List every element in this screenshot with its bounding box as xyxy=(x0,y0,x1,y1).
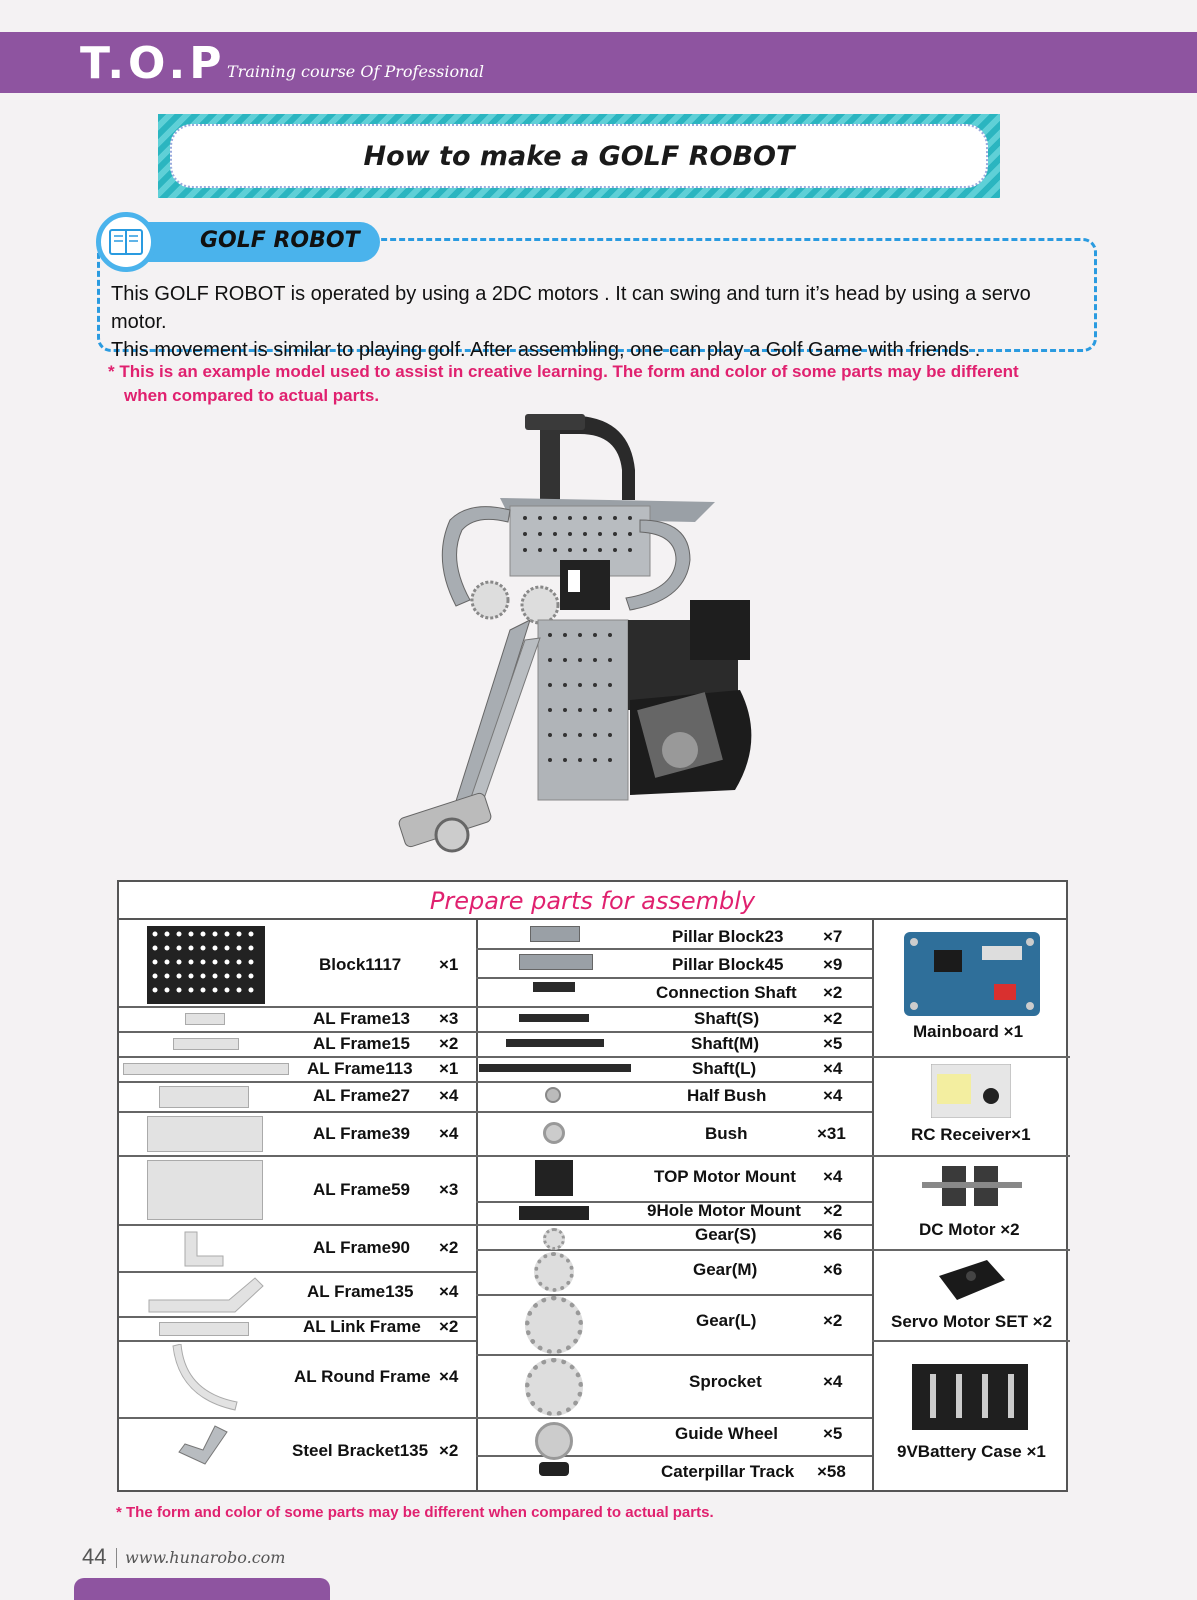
al-frame90-icon xyxy=(183,1230,225,1268)
steel-bracket135-icon xyxy=(175,1422,235,1472)
gear-m-icon xyxy=(534,1252,574,1292)
part-qty-shaft-s: ×2 xyxy=(823,1009,843,1028)
part-name-al-round-frame: AL Round Frame xyxy=(294,1367,431,1386)
part-name-gear-m: Gear(M) xyxy=(693,1260,758,1279)
caterpillar-track-icon xyxy=(539,1462,569,1476)
title-banner xyxy=(158,114,1000,198)
part-qty-gear-m: ×6 xyxy=(823,1260,843,1279)
rc-receiver-icon xyxy=(931,1064,1011,1118)
part-name-pillar-block45: Pillar Block45 xyxy=(672,955,784,974)
guide-wheel-icon xyxy=(535,1422,573,1460)
part-name-al-frame113: AL Frame113 xyxy=(307,1059,413,1078)
part-name-steel-bracket135: Steel Bracket135 xyxy=(292,1441,429,1460)
part-qty-al-round-frame: ×4 xyxy=(439,1367,459,1386)
part-name-bush: Bush xyxy=(705,1124,748,1143)
part-qty-shaft-m: ×5 xyxy=(823,1034,843,1053)
book-icon xyxy=(96,212,156,272)
part-name-sprocket: Sprocket xyxy=(689,1372,762,1391)
part-qty-al-frame13: ×3 xyxy=(439,1009,459,1028)
golf-robot-illustration xyxy=(390,410,770,880)
column-divider xyxy=(872,920,874,1490)
part-qty-connection-shaft: ×2 xyxy=(823,983,843,1002)
part-name-gear-s: Gear(S) xyxy=(695,1225,757,1244)
bush-icon xyxy=(543,1122,565,1144)
note-line-2: when compared to actual parts. xyxy=(124,386,380,405)
part-name-9hole-motor-mount: 9Hole Motor Mount xyxy=(647,1201,801,1220)
part-qty-al-frame27: ×4 xyxy=(439,1086,459,1105)
part-qty-guide-wheel: ×5 xyxy=(823,1424,843,1443)
part-qty-al-frame90: ×2 xyxy=(439,1238,459,1257)
9hole-motor-mount-icon xyxy=(519,1206,589,1220)
part-name-al-frame15: AL Frame15 xyxy=(313,1034,411,1053)
gear-l-icon xyxy=(525,1296,583,1354)
page-title: How to make a GOLF ROBOT xyxy=(363,140,795,172)
part-qty-al-frame135: ×4 xyxy=(439,1282,459,1301)
shaft-s-icon xyxy=(519,1014,589,1022)
parts-table xyxy=(117,880,1068,1492)
al-frame13-icon xyxy=(185,1013,225,1025)
shaft-l-icon xyxy=(479,1064,631,1072)
part-name-caterpillar-track: Caterpillar Track xyxy=(661,1462,795,1481)
part-name-dc-motor: DC Motor ×2 xyxy=(919,1220,1020,1239)
part-qty-top-motor-mount: ×4 xyxy=(823,1167,843,1186)
part-name-al-frame39: AL Frame39 xyxy=(313,1124,411,1143)
part-name-shaft-l: Shaft(L) xyxy=(692,1059,757,1078)
part-qty-block1117: ×1 xyxy=(439,955,459,974)
part-name-mainboard: Mainboard ×1 xyxy=(913,1022,1024,1041)
al-frame27-icon xyxy=(159,1086,249,1108)
part-qty-al-frame113: ×1 xyxy=(439,1059,459,1078)
part-name-al-frame90: AL Frame90 xyxy=(313,1238,411,1257)
section-title: GOLF ROBOT xyxy=(200,228,360,253)
part-name-al-frame27: AL Frame27 xyxy=(313,1086,411,1105)
al-frame59-icon xyxy=(147,1160,263,1220)
part-name-guide-wheel: Guide Wheel xyxy=(675,1424,778,1443)
connection-shaft-icon xyxy=(533,982,575,992)
mainboard-icon xyxy=(904,932,1040,1016)
part-qty-pillar-block45: ×9 xyxy=(823,955,843,974)
description-line-1: This GOLF ROBOT is operated by using a 2DC motors . It can swing and turn it’s head by using a servo motor. xyxy=(111,283,1031,333)
top-logo: T.O.P xyxy=(80,38,226,89)
al-frame135-icon xyxy=(147,1276,265,1314)
part-qty-9hole-motor-mount: ×2 xyxy=(823,1201,843,1220)
part-name-al-frame135: AL Frame135 xyxy=(307,1282,414,1301)
part-name-gear-l: Gear(L) xyxy=(696,1311,757,1330)
page-number: 44 xyxy=(82,1544,107,1569)
sprocket-icon xyxy=(525,1358,583,1416)
part-qty-al-link-frame: ×2 xyxy=(439,1317,459,1336)
half-bush-icon xyxy=(545,1087,561,1103)
al-frame113-icon xyxy=(123,1063,289,1075)
parts-table-title: Prepare parts for assembly xyxy=(119,882,1066,920)
part-qty-shaft-l: ×4 xyxy=(823,1059,843,1078)
section-description xyxy=(111,280,1091,364)
part-qty-gear-s: ×6 xyxy=(823,1225,843,1244)
part-name-al-frame59: AL Frame59 xyxy=(313,1180,411,1199)
pillar-block23-icon xyxy=(530,926,580,942)
al-link-frame-icon xyxy=(159,1322,249,1336)
footer-bar xyxy=(74,1578,330,1600)
footer-separator xyxy=(116,1548,117,1568)
part-name-block1117: Block1117 xyxy=(319,955,402,974)
logo-subtitle: Training course Of Professional xyxy=(227,62,485,81)
part-qty-half-bush: ×4 xyxy=(823,1086,843,1105)
section-tab xyxy=(120,222,380,262)
servo-motor-icon xyxy=(937,1256,1007,1306)
bottom-note: * The form and color of some parts may be different when compared to actual parts. xyxy=(116,1504,714,1521)
part-qty-bush: ×31 xyxy=(817,1124,846,1143)
description-line-2: This movement is similar to playing golf. After assembling, one can play a Golf Game with friends . xyxy=(111,339,981,361)
top-motor-mount-icon xyxy=(535,1160,573,1196)
part-name-connection-shaft: Connection Shaft xyxy=(656,983,797,1002)
part-name-shaft-s: Shaft(S) xyxy=(694,1009,760,1028)
part-qty-gear-l: ×2 xyxy=(823,1311,843,1330)
al-frame15-icon xyxy=(173,1038,239,1050)
note-line-1: * This is an example model used to assist in creative learning. The form and color of some parts may be different xyxy=(108,362,1019,381)
title-frame xyxy=(170,124,988,188)
part-qty-al-frame15: ×2 xyxy=(439,1034,459,1053)
al-round-frame-icon xyxy=(171,1344,241,1414)
part-name-al-frame13: AL Frame13 xyxy=(313,1009,411,1028)
part-qty-sprocket: ×4 xyxy=(823,1372,843,1391)
shaft-m-icon xyxy=(506,1039,604,1047)
dc-motor-icon xyxy=(922,1164,1022,1208)
part-name-rc-receiver: RC Receiver×1 xyxy=(911,1125,1031,1144)
example-note xyxy=(108,360,1068,408)
part-qty-al-frame39: ×4 xyxy=(439,1124,459,1143)
block1117-icon xyxy=(147,926,265,1004)
part-name-pillar-block23: Pillar Block23 xyxy=(672,927,784,946)
part-name-top-motor-mount: TOP Motor Mount xyxy=(654,1167,796,1186)
part-name-shaft-m: Shaft(M) xyxy=(691,1034,759,1053)
pillar-block45-icon xyxy=(519,954,593,970)
battery-case-icon xyxy=(912,1360,1028,1432)
header-bar xyxy=(0,32,1197,93)
part-qty-al-frame59: ×3 xyxy=(439,1180,459,1199)
part-name-al-link-frame: AL Link Frame xyxy=(303,1317,421,1336)
part-qty-pillar-block23: ×7 xyxy=(823,927,843,946)
part-qty-caterpillar-track: ×58 xyxy=(817,1462,846,1481)
part-name-servo-motor-set: Servo Motor SET ×2 xyxy=(891,1312,1053,1331)
footer-url[interactable]: www.hunarobo.com xyxy=(125,1548,286,1567)
part-qty-steel-bracket135: ×2 xyxy=(439,1441,459,1460)
part-name-half-bush: Half Bush xyxy=(687,1086,767,1105)
al-frame39-icon xyxy=(147,1116,263,1152)
gear-s-icon xyxy=(543,1228,565,1250)
part-name-battery-case: 9VBattery Case ×1 xyxy=(897,1442,1046,1461)
